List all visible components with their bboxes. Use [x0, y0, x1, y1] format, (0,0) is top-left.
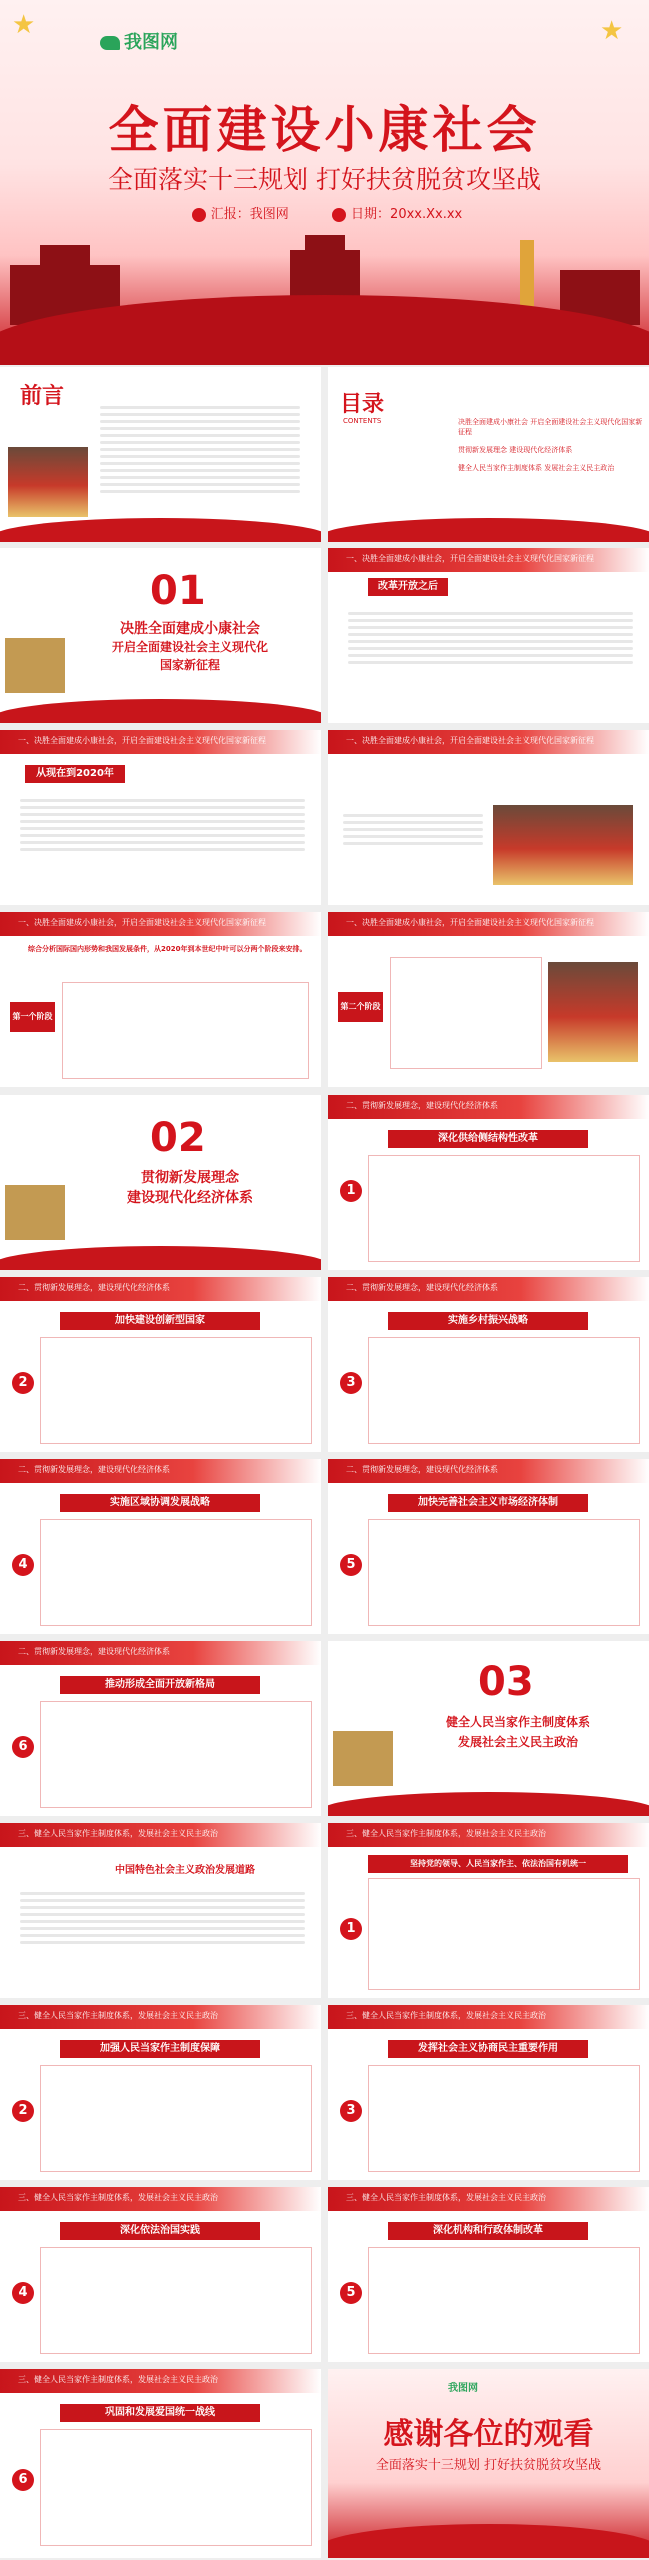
topic-title: 加快建设创新型国家 — [60, 1312, 260, 1330]
section-number: 03 — [478, 1659, 534, 1705]
slide-header: 三、健全人民当家作主制度体系，发展社会主义民主政治 — [0, 2369, 321, 2393]
topic-slide — [0, 1641, 321, 1816]
stage-label: 第一个阶段 — [10, 1002, 55, 1032]
slide-header: 二、贯彻新发展理念，建设现代化经济体系 — [328, 1459, 649, 1483]
stage-text-box — [390, 957, 542, 1069]
stages-slide — [0, 912, 321, 1087]
stage-label: 第二个阶段 — [338, 992, 383, 1022]
topic-slide — [328, 1823, 649, 1998]
section-title-line: 国家新征程 — [159, 658, 220, 672]
preface-text — [100, 402, 300, 497]
section-number: 01 — [150, 568, 206, 614]
topic-number: 6 — [12, 1736, 34, 1758]
ribbon-title: 从现在到2020年 — [25, 765, 125, 783]
topic-slide — [0, 2005, 321, 2180]
section-title-line: 决胜全面建成小康社会 — [120, 621, 260, 637]
red-wave — [0, 518, 321, 542]
topic-title: 实施区域协调发展战略 — [60, 1494, 260, 1512]
slide-header: 一、决胜全面建成小康社会，开启全面建设社会主义现代化国家新征程 — [328, 912, 649, 936]
tiananmen-image — [548, 962, 638, 1062]
section-03-slide — [328, 1641, 649, 1816]
text-slide — [0, 730, 321, 905]
contents-item[interactable]: 健全人民当家作主制度体系 发展社会主义民主政治 — [458, 464, 615, 472]
contents-item[interactable]: 贯彻新发展理念 建设现代化经济体系 — [458, 446, 573, 454]
topic-number: 5 — [340, 2282, 362, 2304]
section-number: 02 — [150, 1115, 206, 1161]
contents-item[interactable]: 决胜全面建成小康社会 开启全面建设社会主义现代化国家新征程 — [458, 418, 643, 436]
slide-header: 三、健全人民当家作主制度体系，发展社会主义民主政治 — [0, 1823, 321, 1847]
topic-slide — [0, 1823, 321, 1998]
slide-header: 三、健全人民当家作主制度体系，发展社会主义民主政治 — [328, 2005, 649, 2029]
cover-title: 全面建设小康社会 — [108, 101, 541, 159]
topic-slide — [328, 1095, 649, 1270]
slide-header: 二、贯彻新发展理念，建设现代化经济体系 — [0, 1641, 321, 1665]
section-title-line: 贯彻新发展理念 — [141, 1170, 239, 1186]
topic-title: 推动形成全面开放新格局 — [60, 1676, 260, 1694]
thanks-slide — [328, 2369, 649, 2558]
topic-title: 巩固和发展爱国统一战线 — [60, 2404, 260, 2422]
cover-meta: 汇报：我图网 日期：20xx.Xx.xx — [0, 203, 649, 222]
stages-slide — [328, 912, 649, 1087]
body-text — [343, 810, 483, 849]
ribbon-title: 改革开放之后 — [368, 578, 448, 596]
stage-text-box — [62, 982, 309, 1079]
topic-number: 2 — [12, 1372, 34, 1394]
topic-number: 5 — [340, 1554, 362, 1576]
topic-number: 4 — [12, 1554, 34, 1576]
preface-slide — [0, 367, 321, 542]
topic-text-box — [368, 1878, 640, 1990]
topic-text-box — [40, 2065, 312, 2172]
contents-slide — [328, 367, 649, 542]
section-title-line: 发展社会主义民主政治 — [457, 1735, 578, 1749]
text-image-slide — [328, 730, 649, 905]
slide-header: 二、贯彻新发展理念，建设现代化经济体系 — [0, 1459, 321, 1483]
topic-slide — [0, 1277, 321, 1452]
topic-title: 深化依法治国实践 — [60, 2222, 260, 2240]
topic-text-box — [368, 1155, 640, 1262]
slide-header: 二、贯彻新发展理念，建设现代化经济体系 — [328, 1277, 649, 1301]
topic-slide — [0, 1459, 321, 1634]
topic-title: 中国特色社会主义政治发展道路 — [115, 1865, 255, 1876]
contents-list — [458, 417, 643, 473]
topic-title: 深化机构和行政体制改革 — [388, 2222, 588, 2240]
topic-slide — [328, 2187, 649, 2362]
topic-title: 实施乡村振兴战略 — [388, 1312, 588, 1330]
topic-text-box — [40, 1701, 312, 1808]
body-text — [20, 1888, 305, 1948]
contents-title-en: CONTENTS — [343, 417, 382, 425]
red-wave — [328, 518, 649, 542]
topic-text-box — [40, 1337, 312, 1444]
lion-statue-image — [333, 1731, 393, 1786]
red-wave — [328, 1792, 649, 1816]
slide-header: 一、决胜全面建成小康社会，开启全面建设社会主义现代化国家新征程 — [0, 912, 321, 936]
thanks-subtitle: 全面落实十三规划 打好扶贫脱贫攻坚战 — [375, 2458, 602, 2473]
topic-number: 4 — [12, 2282, 34, 2304]
topic-text-box — [40, 1519, 312, 1626]
topic-text-box — [40, 2429, 312, 2546]
red-wave — [328, 2524, 649, 2558]
preface-title: 前言 — [20, 384, 65, 409]
slide-header: 一、决胜全面建成小康社会，开启全面建设社会主义现代化国家新征程 — [328, 730, 649, 754]
topic-text-box — [368, 1337, 640, 1444]
topic-text-box — [368, 2065, 640, 2172]
lion-statue-image — [5, 638, 65, 693]
leaf-icon — [100, 36, 120, 50]
slide-header: 三、健全人民当家作主制度体系，发展社会主义民主政治 — [328, 1823, 649, 1847]
brand-logo: 我图网 — [448, 2383, 478, 2394]
user-icon — [192, 208, 206, 222]
topic-number: 3 — [340, 1372, 362, 1394]
topic-number: 1 — [340, 1918, 362, 1940]
topic-title: 坚持党的领导、人民当家作主、依法治国有机统一 — [368, 1855, 628, 1873]
topic-number: 3 — [340, 2100, 362, 2122]
slide-header: 二、贯彻新发展理念，建设现代化经济体系 — [0, 1277, 321, 1301]
contents-title: 目录 — [340, 392, 385, 417]
topic-slide — [328, 1277, 649, 1452]
body-text — [20, 795, 305, 855]
text-slide — [328, 548, 649, 723]
tiananmen-image — [8, 447, 88, 517]
topic-title: 发挥社会主义协商民主重要作用 — [388, 2040, 588, 2058]
slide-header: 三、健全人民当家作主制度体系，发展社会主义民主政治 — [0, 2187, 321, 2211]
section-01-slide — [0, 548, 321, 723]
brand-logo: 我图网 — [100, 28, 178, 54]
slide-header: 一、决胜全面建成小康社会，开启全面建设社会主义现代化国家新征程 — [328, 548, 649, 572]
slide-header: 三、健全人民当家作主制度体系，发展社会主义民主政治 — [328, 2187, 649, 2211]
thanks-title: 感谢各位的观看 — [383, 2417, 594, 2452]
topic-text-box — [368, 1519, 640, 1626]
topic-slide — [328, 2005, 649, 2180]
clock-icon — [332, 208, 346, 222]
lion-statue-image — [5, 1185, 65, 1240]
slide-header: 一、决胜全面建成小康社会，开启全面建设社会主义现代化国家新征程 — [0, 730, 321, 754]
topic-number: 6 — [12, 2469, 34, 2491]
topic-number: 1 — [340, 1180, 362, 1202]
topic-slide — [0, 2187, 321, 2362]
slide-header: 二、贯彻新发展理念，建设现代化经济体系 — [328, 1095, 649, 1119]
red-wave — [0, 1246, 321, 1270]
cover-slide: ★ ★ 我图网 全面建设小康社会 全面落实十三规划 打好扶贫脱贫攻坚战 汇报：我图网 日期：20xx.Xx.xx — [0, 0, 649, 365]
section-title-line: 开启全面建设社会主义现代化 — [111, 640, 268, 654]
red-wave — [0, 699, 321, 723]
topic-slide — [328, 1459, 649, 1634]
body-text — [348, 608, 633, 668]
topic-title: 深化供给侧结构性改革 — [388, 1130, 588, 1148]
section-02-slide — [0, 1095, 321, 1270]
assembly-hall-image — [493, 805, 633, 885]
section-title-line: 建设现代化经济体系 — [127, 1190, 253, 1206]
topic-text-box — [368, 2247, 640, 2354]
topic-title: 加快完善社会主义市场经济体制 — [388, 1494, 588, 1512]
quote-text: 综合分析国际国内形势和我国发展条件，从2020年到本世纪中叶可以分两个阶段来安排。 — [28, 945, 307, 953]
topic-title: 加强人民当家作主制度保障 — [60, 2040, 260, 2058]
slide-header: 三、健全人民当家作主制度体系，发展社会主义民主政治 — [0, 2005, 321, 2029]
topic-slide — [0, 2369, 321, 2558]
section-title-line: 健全人民当家作主制度体系 — [445, 1715, 590, 1729]
cover-subtitle: 全面落实十三规划 打好扶贫脱贫攻坚战 — [108, 165, 541, 194]
topic-number: 2 — [12, 2100, 34, 2122]
topic-text-box — [40, 2247, 312, 2354]
